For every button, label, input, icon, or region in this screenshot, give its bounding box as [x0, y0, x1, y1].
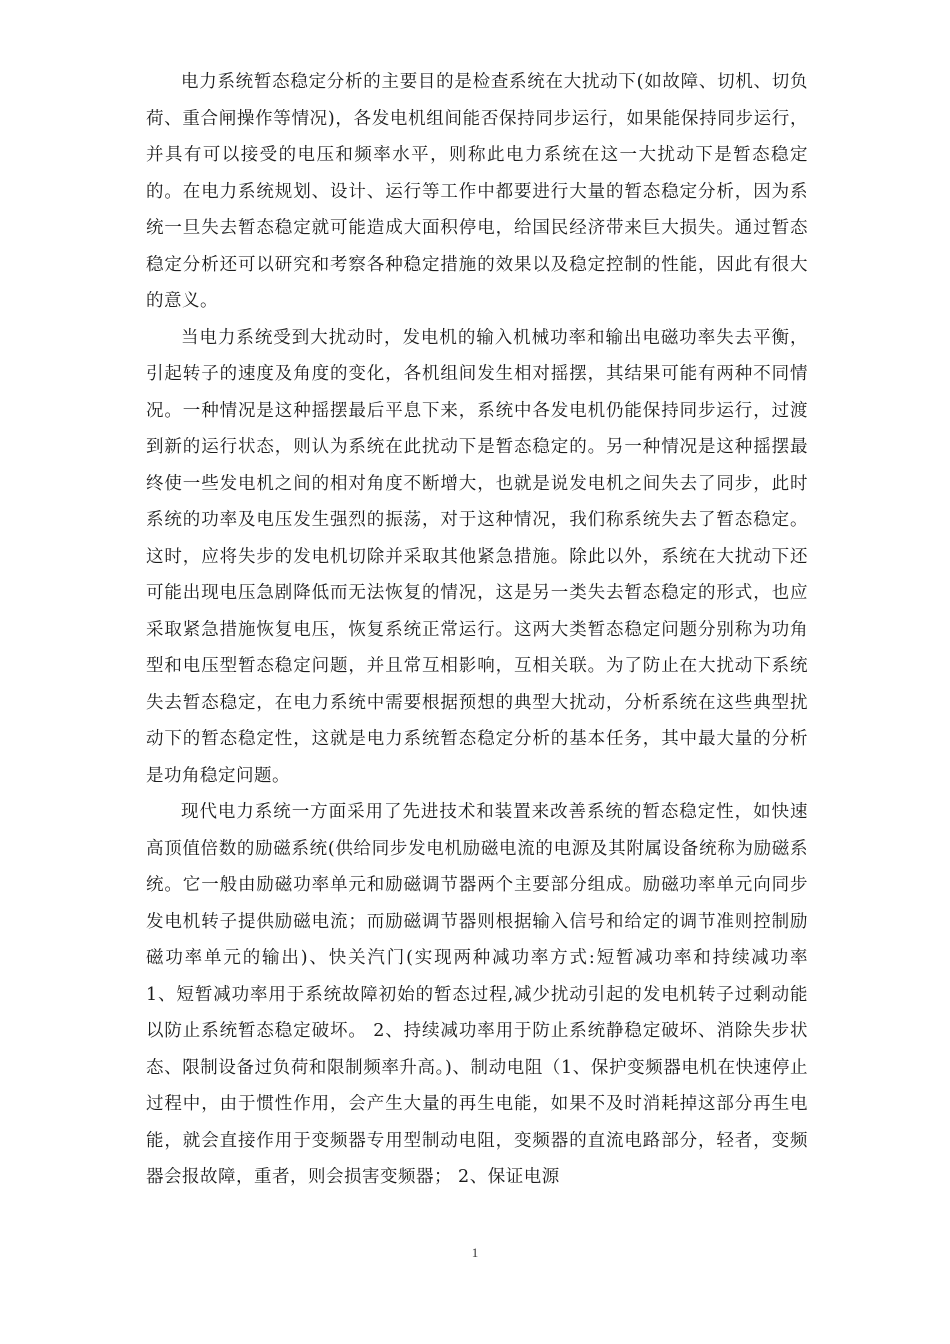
- page-number: 1: [471, 1245, 479, 1260]
- document-body: [146, 64, 826, 1196]
- paragraph-modern-power-system: 现代电力系统一方面采用了先进技术和装置来改善系统的暂态稳定性，如快速高顶值倍数的励磁系统(供给同步发电机励磁电流的电源及其附属设备统称为励磁系统。它一般由励磁功率单元和励磁调节器两个主要部分组成。励磁功率单元向同步发电机转子提供励磁电流；而励磁调节器则根据输入信号和给定的调节准则控制励磁功率单元的输出)、快关汽门(实现两种减功率方式:短暂减功率和持续减功率 1、短暂减功率用于系统故障初始的暂态过程,减少扰动引起的发电机转子过剩动能以防止系统暂态稳定破坏。 2、持续减功率用于防止系统静稳定破坏、消除失步状态、限制设备过负荷和限制频率升高。)、制动电阻（1、保护变频器电机在快速停止过程中，由于惯性作用，会产生大量的再生电能，如果不及时消耗掉这部分再生电能，就会直接作用于变频器专用型制动电阻，变频器的直流电路部分，轻者，变频器会报故障，重者，则会损害变频器； 2、保证电源: [146, 802, 826, 1187]
- paragraph-transient-stability-purpose: 电力系统暂态稳定分析的主要目的是检查系统在大扰动下(如故障、切机、切负荷、重合闸操作等情况)，各发电机组间能否保持同步运行，如果能保持同步运行，并具有可以接受的电压和频率水平，则称此电力系统在这一大扰动下是暂态稳定的。在电力系统规划、设计、运行等工作中都要进行大量的暂态稳定分析，因为系统一旦失去暂态稳定就可能造成大面积停电，给国民经济带来巨大损失。通过暂态稳定分析还可以研究和考察各种稳定措施的效果以及稳定控制的性能，因此有很大的意义。: [146, 72, 808, 311]
- paragraph-large-disturbance: 当电力系统受到大扰动时，发电机的输入机械功率和输出电磁功率失去平衡，引起转子的速度及角度的变化，各机组间发生相对摇摆，其结果可能有两种不同情况。一种情况是这种摇摆最后平息下来，系统中各发电机仍能保持同步运行，过渡到新的运行状态，则认为系统在此扰动下是暂态稳定的。另一种情况是这种摇摆最终使一些发电机之间的相对角度不断增大，也就是说发电机之间失去了同步，此时系统的功率及电压发生强烈的振荡，对于这种情况，我们称系统失去了暂态稳定。这时，应将失步的发电机切除并采取其他紧急措施。除此以外，系统在大扰动下还可能出现电压急剧降低而无法恢复的情况，这是另一类失去暂态稳定的形式，也应采取紧急措施恢复电压，恢复系统正常运行。这两大类暂态稳定问题分别称为功角型和电压型暂态稳定问题，并且常互相影响，互相关联。为了防止在大扰动下系统失去暂态稳定，在电力系统中需要根据预想的典型大扰动，分析系统在这些典型扰动下的暂态稳定性，这就是电力系统暂态稳定分析的基本任务，其中最大量的分析是功角稳定问题。: [146, 327, 808, 786]
